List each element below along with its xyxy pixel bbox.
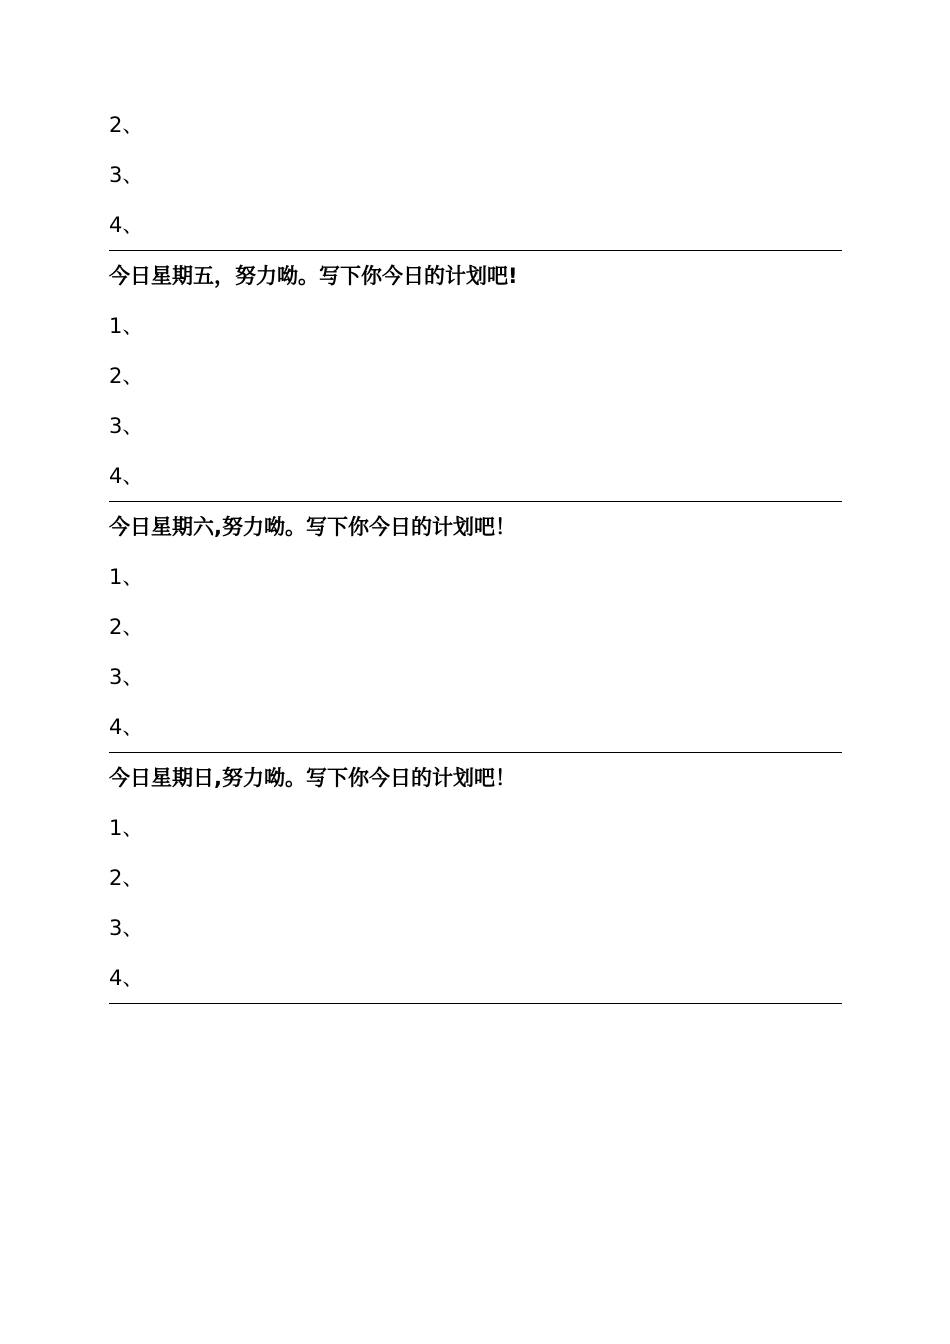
continued-plan-list [109, 100, 842, 250]
section-sunday [109, 753, 842, 1003]
plan-item: 1、 [109, 314, 144, 338]
plan-item: 3、 [109, 665, 144, 689]
section-heading: 今日星期五，努力呦。写下你今日的计划吧! [109, 264, 518, 288]
plan-item: 2、 [109, 364, 144, 388]
plan-item: 3、 [109, 916, 144, 940]
section-divider [109, 1003, 842, 1004]
plan-item: 4、 [109, 213, 144, 237]
section-friday [109, 251, 842, 501]
plan-item: 3、 [109, 414, 144, 438]
plan-item: 2、 [109, 615, 144, 639]
plan-item: 1、 [109, 816, 144, 840]
plan-item: 2、 [109, 113, 144, 137]
plan-item: 4、 [109, 464, 144, 488]
plan-item: 3、 [109, 163, 144, 187]
plan-item: 1、 [109, 565, 144, 589]
plan-item: 4、 [109, 715, 144, 739]
plan-item: 4、 [109, 966, 144, 990]
plan-item: 2、 [109, 866, 144, 890]
plan-content [109, 100, 842, 1004]
section-saturday [109, 502, 842, 752]
section-heading: 今日星期六,努力呦。写下你今日的计划吧！ [109, 515, 516, 539]
section-heading: 今日星期日,努力呦。写下你今日的计划吧！ [109, 766, 516, 790]
